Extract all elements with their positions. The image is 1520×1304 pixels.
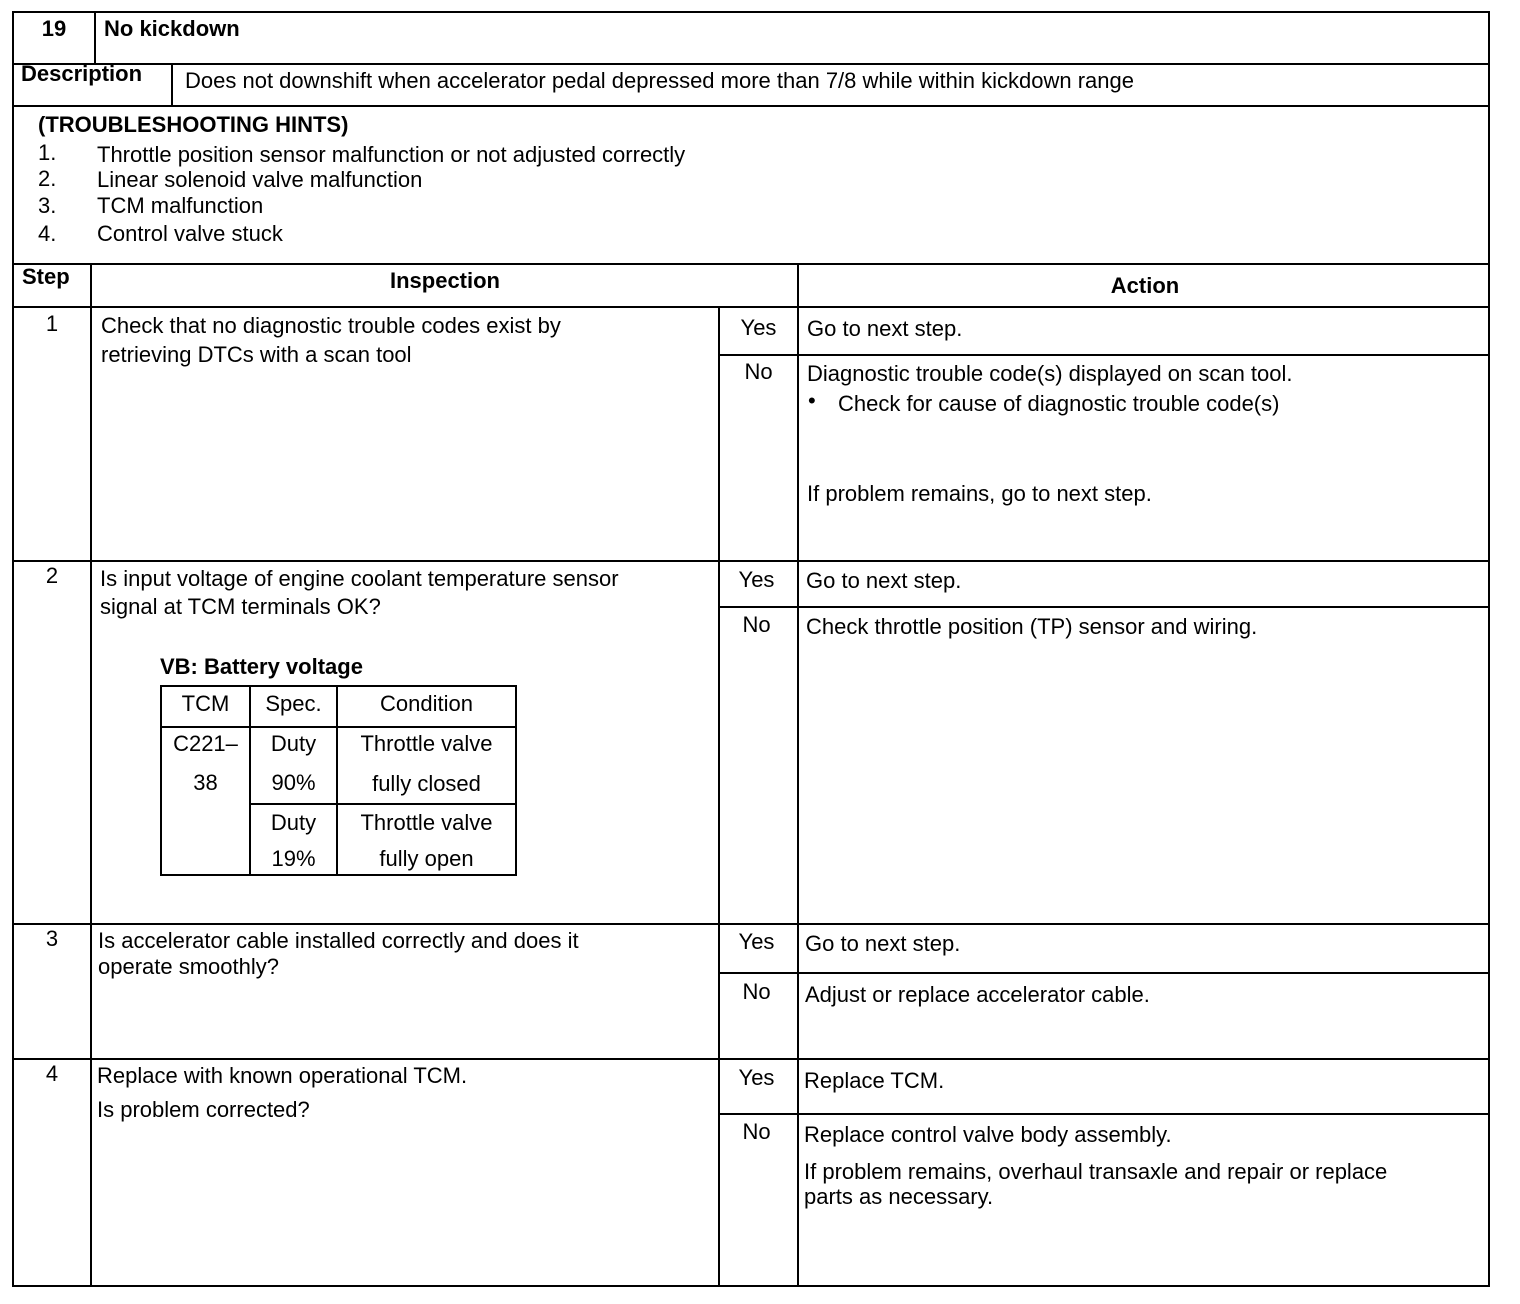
hints-title: (TROUBLESHOOTING HINTS) [38, 112, 349, 137]
no-action: If problem remains, overhaul transaxle and repair or replace [804, 1159, 1388, 1184]
no-action: Replace control valve body assembly. [804, 1122, 1172, 1147]
frame-left [12, 11, 14, 1287]
no-label: No [742, 612, 771, 637]
spec-condition: Throttle valve [360, 731, 493, 756]
yes-label: Yes [738, 1065, 775, 1090]
no-label: No [742, 979, 771, 1004]
section-title: No kickdown [104, 16, 240, 41]
step-number: 1 [45, 311, 59, 336]
yes-label: Yes [740, 315, 777, 340]
spec-terminal: C221– [173, 731, 238, 756]
column-header-action: Action [1110, 273, 1180, 298]
step-number: 2 [45, 563, 59, 588]
yes-label: Yes [738, 567, 775, 592]
hint-text: TCM malfunction [97, 193, 264, 218]
yes-action: Go to next step. [805, 931, 961, 956]
description-label: Description [21, 61, 143, 86]
hint-text: Linear solenoid valve malfunction [97, 167, 423, 192]
no-action: parts as necessary. [804, 1184, 994, 1209]
no-action: Diagnostic trouble code(s) displayed on scan tool. [807, 361, 1293, 386]
inspection-text: Replace with known operational TCM. [97, 1063, 468, 1088]
no-action-followup: If problem remains, go to next step. [807, 481, 1152, 506]
column-header-step: Step [22, 264, 70, 289]
hint-text: Control valve stuck [97, 221, 283, 246]
inspection-text: Is input voltage of engine coolant temperature sensor [100, 566, 619, 591]
spec-title: VB: Battery voltage [160, 654, 363, 679]
spec-condition: Throttle valve [360, 810, 493, 835]
spec-header: Condition [380, 691, 473, 716]
spec-value: 19% [271, 846, 316, 871]
spec-terminal: 38 [193, 770, 218, 795]
hint-number: 3. [38, 193, 57, 218]
inspection-text: retrieving DTCs with a scan tool [101, 342, 412, 367]
no-label: No [744, 359, 773, 384]
spec-header: TCM [181, 691, 230, 716]
frame-right [1488, 11, 1490, 1287]
no-label: No [742, 1119, 771, 1144]
frame-bottom [12, 1285, 1490, 1287]
section-number: 19 [41, 16, 67, 41]
inspection-text: Is accelerator cable installed correctly and does it [98, 928, 579, 953]
spec-value: Duty [270, 731, 317, 756]
description-text: Does not downshift when accelerator pedal depressed more than 7/8 while within kickdown range [185, 68, 1134, 93]
step-number: 4 [45, 1061, 59, 1086]
yes-action: Go to next step. [806, 568, 962, 593]
hint-number: 4. [38, 221, 57, 246]
spec-value: 90% [271, 770, 316, 795]
spec-condition: fully open [379, 846, 474, 871]
column-header-inspection: Inspection [389, 268, 500, 293]
spec-header: Spec. [265, 691, 322, 716]
yes-label: Yes [738, 929, 775, 954]
bullet-icon: • [808, 388, 816, 413]
no-action-bullet: Check for cause of diagnostic trouble code(s) [838, 391, 1280, 416]
inspection-text: Check that no diagnostic trouble codes exist by [101, 313, 561, 338]
inspection-text: operate smoothly? [98, 954, 279, 979]
yes-action: Go to next step. [807, 316, 963, 341]
inspection-text: signal at TCM terminals OK? [100, 594, 381, 619]
hint-number: 2. [38, 166, 57, 191]
spec-value: Duty [270, 810, 317, 835]
frame-top [12, 11, 1490, 13]
yes-action: Replace TCM. [804, 1068, 945, 1093]
step-number: 3 [45, 926, 59, 951]
no-action: Check throttle position (TP) sensor and wiring. [806, 614, 1258, 639]
inspection-text: Is problem corrected? [97, 1097, 310, 1122]
spec-condition: fully closed [372, 771, 481, 796]
no-action: Adjust or replace accelerator cable. [805, 982, 1150, 1007]
hint-text: Throttle position sensor malfunction or not adjusted correctly [97, 142, 686, 167]
hint-number: 1. [38, 140, 57, 165]
